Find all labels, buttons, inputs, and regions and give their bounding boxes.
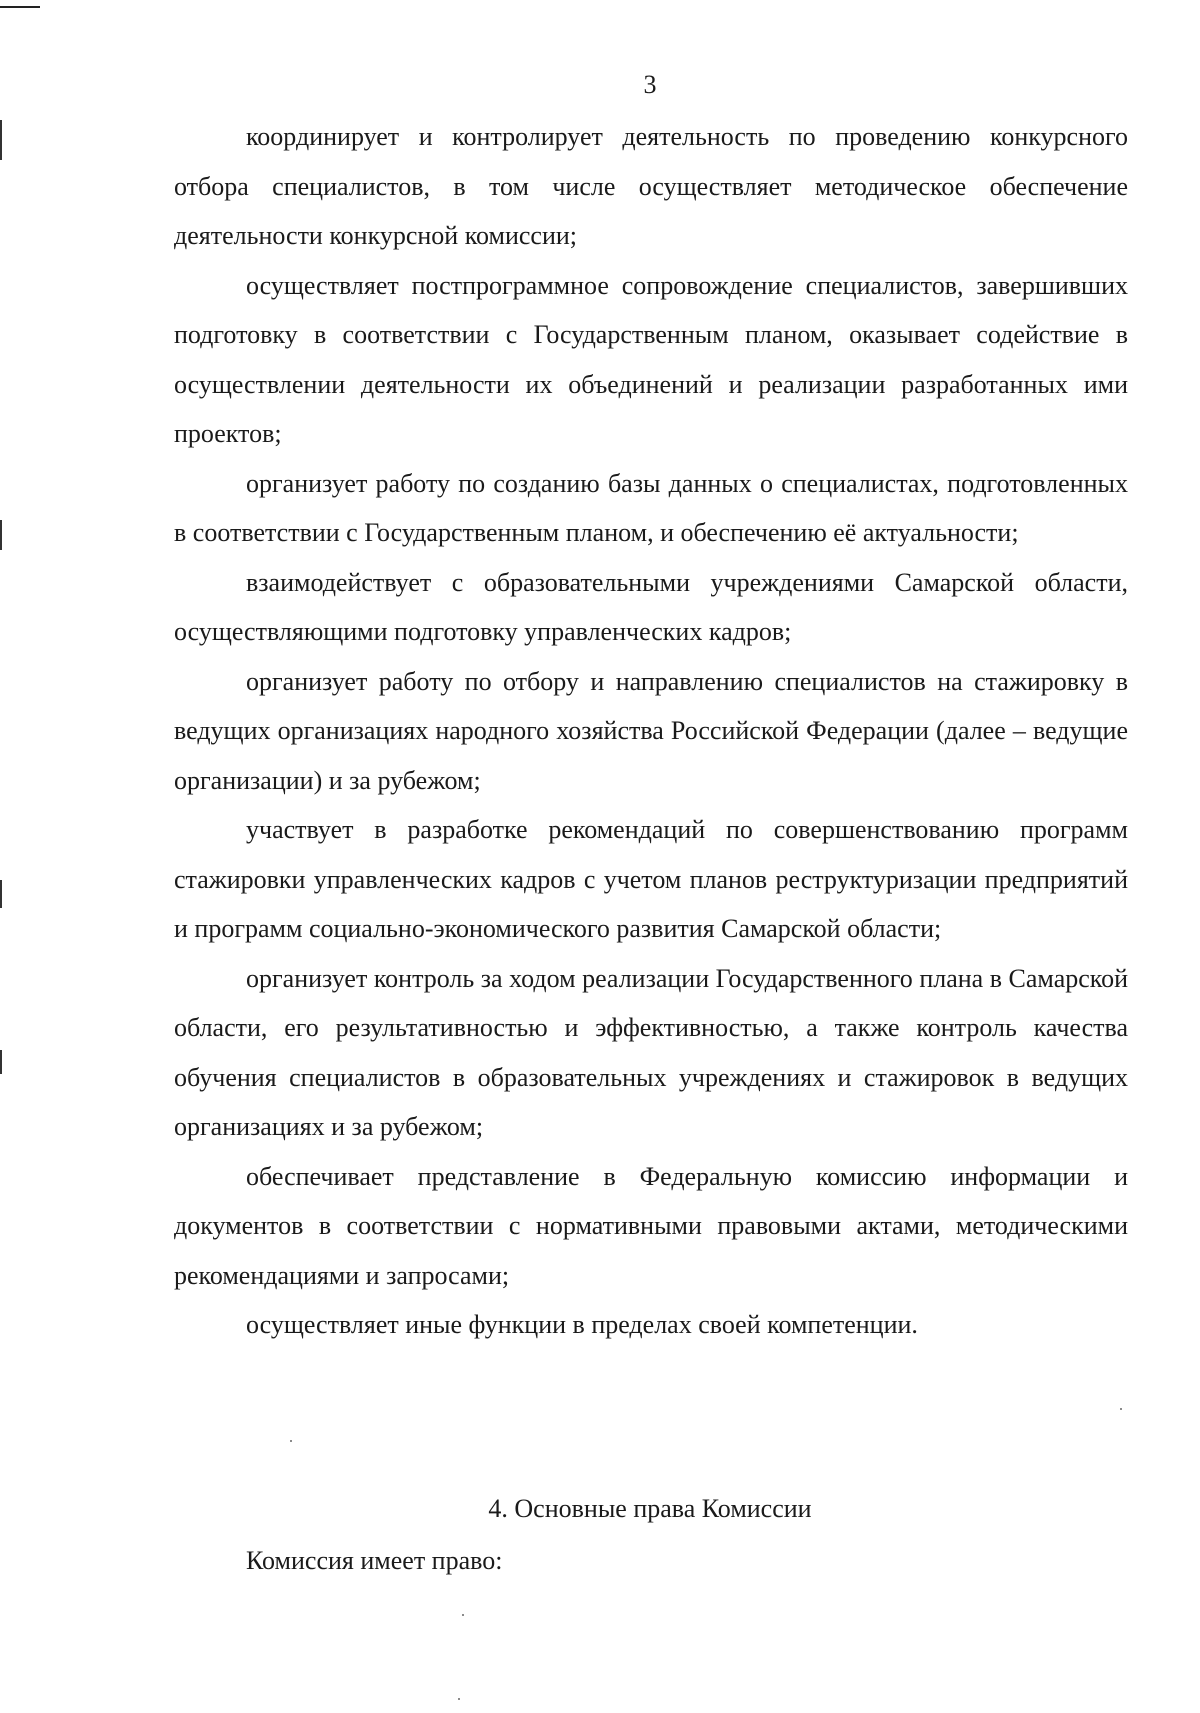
paragraph: организует работу по созданию базы данных о специалистах, подготовленных в соответствии с Государственным планом, и обеспечению её актуальности; <box>174 468 1128 547</box>
scan-speck <box>458 1698 460 1700</box>
page-number: 3 <box>643 70 657 99</box>
paragraph: осуществляет постпрограммное сопровождение специалистов, завершивших подготовку в соответствии с Государственным планом, оказывает содействие в осуществлении деятельности их объединений и реализации разработанных ими проектов; <box>174 270 1128 448</box>
paragraph: организует контроль за ходом реализации Государственного плана в Самарской области, его результативностью и эффективностью, а также контроль качества обучения специалистов в образовательных учреждениях и стажировок в ведущих организациях и за рубежом; <box>174 963 1128 1141</box>
paragraph: организует работу по отбору и направлению специалистов на стажировку в ведущих организациях народного хозяйства Российской Федерации (далее – ведущие организации) и за рубежом; <box>174 666 1128 795</box>
scan-speck <box>1120 1408 1122 1410</box>
scan-corner-mark <box>0 0 40 8</box>
paragraph: взаимодействует с образовательными учреждениями Самарской области, осуществляющими подготовку управленческих кадров; <box>174 567 1128 646</box>
section-heading: 4. Основные права Комиссии <box>488 1494 812 1523</box>
scan-edge-mark <box>0 120 2 160</box>
scan-edge-mark <box>0 1050 2 1074</box>
section-lead-text: Комиссия имеет право: <box>246 1546 503 1575</box>
scan-edge-mark <box>0 880 2 908</box>
paragraph: обеспечивает представление в Федеральную комиссию информации и документов в соответствии с нормативными правовыми актами, методическими рекомендациями и запросами; <box>174 1161 1128 1290</box>
scan-speck <box>462 1614 464 1616</box>
paragraph: осуществляет иные функции в пределах своей компетенции. <box>246 1310 918 1339</box>
paragraph: координирует и контролирует деятельность по проведению конкурсного отбора специалистов, в том числе осуществляет методическое обеспечение деятельности конкурсной комиссии; <box>174 122 1128 250</box>
body-text <box>174 112 1128 1350</box>
scan-edge-mark <box>0 520 2 550</box>
paragraph: участвует в разработке рекомендаций по совершенствованию программ стажировки управленческих кадров с учетом планов реструктуризации предприятий и программ социально-экономического развития Самарской области; <box>174 815 1128 943</box>
scan-speck <box>290 1440 292 1442</box>
